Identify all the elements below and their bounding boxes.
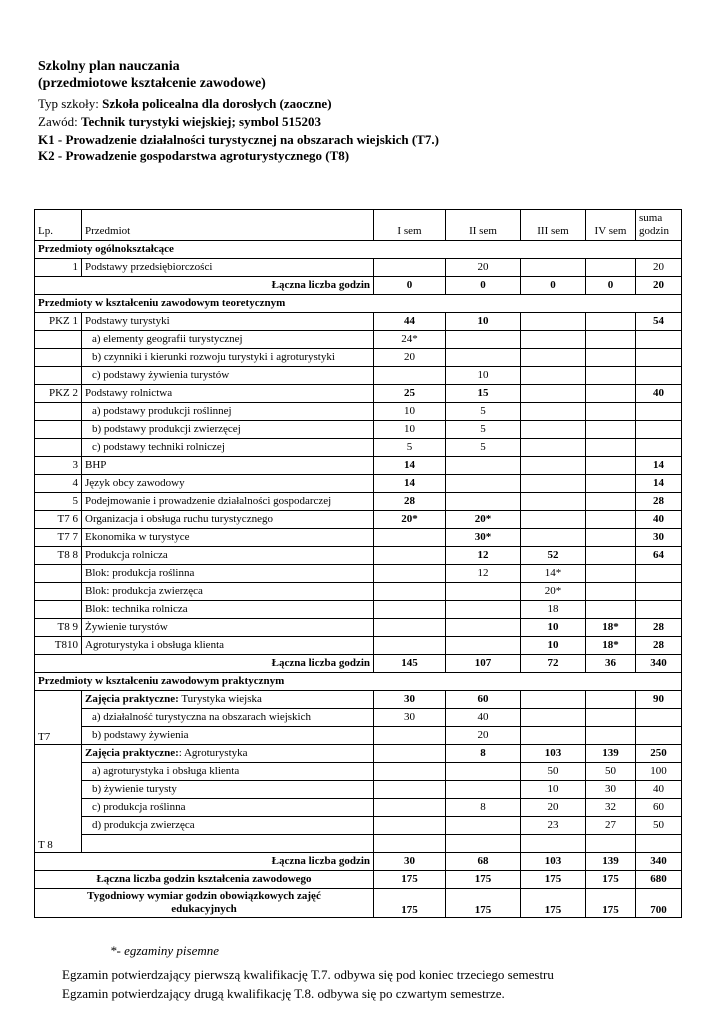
cell-s1 <box>374 619 446 637</box>
cell-subject <box>82 745 374 763</box>
cell-s3: 103 <box>521 853 586 871</box>
qualification-k1: K1 - Prowadzenie działalności turystycznej na obszarach wiejskich (T7.) <box>38 132 439 147</box>
section-theory <box>35 295 682 313</box>
cell-sum: 30 <box>636 529 682 547</box>
cell-s2: 30* <box>446 529 521 547</box>
cell-s2 <box>446 349 521 367</box>
cell-s3 <box>521 349 586 367</box>
cell-sum: 100 <box>636 763 682 781</box>
cell-subject: BHP <box>82 457 374 475</box>
cell-subject: a) elementy geografii turystycznej <box>82 331 374 349</box>
total-label: Łączna liczba godzin <box>35 655 374 673</box>
cell-sum: 90 <box>636 691 682 709</box>
curriculum-table <box>34 209 682 918</box>
cell-subject: Żywienie turystów <box>82 619 374 637</box>
col-header-sem2: II sem <box>446 210 521 241</box>
cell-s1 <box>374 745 446 763</box>
cell-s4 <box>586 367 636 385</box>
cell-subject: a) podstawy produkcji roślinnej <box>82 403 374 421</box>
cell-sum <box>636 709 682 727</box>
cell-subject: Podejmowanie i prowadzenie działalności gospodarczej <box>82 493 374 511</box>
table-row <box>35 817 682 835</box>
cell-lp <box>35 331 82 349</box>
cell-lp <box>35 349 82 367</box>
cell-s4: 18* <box>586 637 636 655</box>
cell-s3 <box>521 457 586 475</box>
cell-s4 <box>586 565 636 583</box>
cell-s2 <box>446 457 521 475</box>
table-row-empty <box>35 835 682 853</box>
table-row <box>35 709 682 727</box>
cell-s4 <box>586 583 636 601</box>
cell-s1 <box>374 817 446 835</box>
qualification-k2: K2 - Prowadzenie gospodarstwa agroturystycznego (T8) <box>38 148 350 163</box>
cell-s4: 175 <box>586 889 636 918</box>
cell-s4 <box>586 547 636 565</box>
cell-lp <box>35 439 82 457</box>
cell-sum: 40 <box>636 781 682 799</box>
table-row <box>35 547 682 565</box>
cell-lp: T810 <box>35 637 82 655</box>
table-row <box>35 403 682 421</box>
section-general <box>35 241 682 259</box>
profession-value: Technik turystyki wiejskiej; symbol 515203 <box>80 114 322 129</box>
cell-sum: 28 <box>636 637 682 655</box>
exam-note: *- egzaminy pisemne <box>110 943 220 958</box>
cell-subject: Język obcy zawodowy <box>82 475 374 493</box>
cell-s4: 50 <box>586 763 636 781</box>
cell-s1 <box>374 529 446 547</box>
total-label: Łączna liczba godzin <box>35 277 374 295</box>
cell-s3 <box>521 439 586 457</box>
cell-s2 <box>446 331 521 349</box>
cell-sum: 40 <box>636 385 682 403</box>
cell-s3 <box>521 403 586 421</box>
total-label: Łączna liczba godzin <box>35 853 374 871</box>
cell-s1: 145 <box>374 655 446 673</box>
cell-s2: 40 <box>446 709 521 727</box>
cell-subject: b) podstawy produkcji zwierzęcej <box>82 421 374 439</box>
col-header-sum-line2: godzin <box>639 225 669 237</box>
cell-s4: 30 <box>586 781 636 799</box>
cell-lp: T7 7 <box>35 529 82 547</box>
cell-sum: 54 <box>636 313 682 331</box>
cell-lp: T8 9 <box>35 619 82 637</box>
col-header-sum-line1: suma <box>639 212 663 224</box>
cell-lp: PKZ 1 <box>35 313 82 331</box>
cell-subject: c) produkcja roślinna <box>82 799 374 817</box>
cell-s2 <box>446 817 521 835</box>
cell-subject: c) podstawy techniki rolniczej <box>82 439 374 457</box>
cell-empty <box>586 835 636 853</box>
cell-sum: 14 <box>636 457 682 475</box>
total-row-practice <box>35 853 682 871</box>
cell-s1: 30 <box>374 709 446 727</box>
cell-s4 <box>586 349 636 367</box>
cell-sum <box>636 367 682 385</box>
table-row <box>35 259 682 277</box>
cell-s1: 30 <box>374 853 446 871</box>
cell-s2: 175 <box>446 889 521 918</box>
cell-s3: 72 <box>521 655 586 673</box>
school-type-label: Typ szkoły: <box>38 96 103 111</box>
cell-s2: 12 <box>446 547 521 565</box>
cell-s1 <box>374 727 446 745</box>
total-label: Łączna liczba godzin kształcenia zawodowego <box>35 871 374 889</box>
col-header-sem1: I sem <box>374 210 446 241</box>
cell-s2: 8 <box>446 799 521 817</box>
cell-s2 <box>446 781 521 799</box>
section-title: Przedmioty w kształceniu zawodowym teoretycznym <box>35 295 682 313</box>
cell-s2: 8 <box>446 745 521 763</box>
cell-lp: PKZ 2 <box>35 385 82 403</box>
cell-s4 <box>586 511 636 529</box>
cell-s3 <box>521 331 586 349</box>
col-header-sem4: IV sem <box>586 210 636 241</box>
cell-s2 <box>446 601 521 619</box>
cell-s2: 107 <box>446 655 521 673</box>
total-row-general <box>35 277 682 295</box>
cell-s4: 32 <box>586 799 636 817</box>
cell-s1 <box>374 583 446 601</box>
cell-subject <box>82 835 374 853</box>
cell-s2: 10 <box>446 313 521 331</box>
cell-sum <box>636 439 682 457</box>
cell-lp: 5 <box>35 493 82 511</box>
cell-s1 <box>374 637 446 655</box>
practice-subject: Turystyka wiejska <box>178 693 262 705</box>
cell-s4: 27 <box>586 817 636 835</box>
profession-label: Zawód: <box>38 114 81 129</box>
cell-s2: 15 <box>446 385 521 403</box>
table-row <box>35 799 682 817</box>
practice-subject: : Agroturystyka <box>178 747 248 759</box>
table-row <box>35 493 682 511</box>
cell-s1: 5 <box>374 439 446 457</box>
cell-subject: Podstawy rolnictwa <box>82 385 374 403</box>
cell-s3 <box>521 493 586 511</box>
table-row <box>35 529 682 547</box>
profession-line <box>38 114 321 130</box>
table-row <box>35 763 682 781</box>
cell-subject: c) podstawy żywienia turystów <box>82 367 374 385</box>
cell-s4 <box>586 403 636 421</box>
cell-sum: 28 <box>636 619 682 637</box>
cell-s3 <box>521 727 586 745</box>
cell-s3 <box>521 421 586 439</box>
cell-sum: 340 <box>636 655 682 673</box>
cell-s2: 175 <box>446 871 521 889</box>
cell-s1: 10 <box>374 403 446 421</box>
cell-s4 <box>586 331 636 349</box>
cell-s4 <box>586 493 636 511</box>
cell-sum <box>636 601 682 619</box>
cell-s3: 103 <box>521 745 586 763</box>
cell-sum: 20 <box>636 277 682 295</box>
cell-subject <box>82 691 374 709</box>
section-title: Przedmioty w kształceniu zawodowym praktycznym <box>35 673 682 691</box>
cell-s4: 18* <box>586 619 636 637</box>
cell-subject: a) agroturystyka i obsługa klienta <box>82 763 374 781</box>
practice-label: Zajęcia praktyczne: <box>85 693 179 705</box>
cell-s1: 44 <box>374 313 446 331</box>
section-title: Przedmioty ogólnokształcące <box>35 241 682 259</box>
cell-s1: 24* <box>374 331 446 349</box>
cell-s4 <box>586 313 636 331</box>
cell-s3 <box>521 691 586 709</box>
cell-s1: 20* <box>374 511 446 529</box>
cell-sum: 50 <box>636 817 682 835</box>
table-row <box>35 781 682 799</box>
cell-sum: 14 <box>636 475 682 493</box>
cell-sum: 28 <box>636 493 682 511</box>
cell-s4 <box>586 385 636 403</box>
cell-subject: b) podstawy żywienia <box>82 727 374 745</box>
cell-s3 <box>521 475 586 493</box>
cell-s1 <box>374 781 446 799</box>
cell-lp-group: T7 <box>35 691 82 745</box>
cell-s2 <box>446 583 521 601</box>
cell-lp: 1 <box>35 259 82 277</box>
cell-s4 <box>586 421 636 439</box>
total-label: Tygodniowy wymiar godzin obowiązkowych zajęć edukacyjnych <box>35 889 374 918</box>
cell-lp: T7 6 <box>35 511 82 529</box>
cell-s4 <box>586 691 636 709</box>
cell-sum <box>636 565 682 583</box>
total-row-weekly <box>35 889 682 918</box>
cell-s1 <box>374 565 446 583</box>
cell-lp <box>35 403 82 421</box>
cell-subject: a) działalność turystyczna na obszarach wiejskich <box>82 709 374 727</box>
cell-s3 <box>521 259 586 277</box>
cell-s1: 14 <box>374 457 446 475</box>
cell-subject: Blok: produkcja zwierzęca <box>82 583 374 601</box>
cell-subject: Podstawy przedsiębiorczości <box>82 259 374 277</box>
cell-s3: 10 <box>521 781 586 799</box>
cell-s3: 18 <box>521 601 586 619</box>
table-row <box>35 439 682 457</box>
cell-s4 <box>586 475 636 493</box>
cell-s2: 60 <box>446 691 521 709</box>
cell-s1: 0 <box>374 277 446 295</box>
cell-s4 <box>586 457 636 475</box>
cell-sum: 20 <box>636 259 682 277</box>
cell-sum: 60 <box>636 799 682 817</box>
col-header-sem3: III sem <box>521 210 586 241</box>
cell-empty <box>636 835 682 853</box>
cell-s3 <box>521 385 586 403</box>
cell-lp <box>35 601 82 619</box>
cell-s2 <box>446 475 521 493</box>
table-row <box>35 385 682 403</box>
cell-subject: b) czynniki i kierunki rozwoju turystyki i agroturystyki <box>82 349 374 367</box>
cell-lp: 4 <box>35 475 82 493</box>
cell-s3 <box>521 529 586 547</box>
cell-lp <box>35 583 82 601</box>
cell-subject: Ekonomika w turystyce <box>82 529 374 547</box>
cell-empty <box>446 835 521 853</box>
cell-s2: 68 <box>446 853 521 871</box>
cell-s1 <box>374 601 446 619</box>
cell-s1 <box>374 547 446 565</box>
table-row <box>35 565 682 583</box>
table-row <box>35 475 682 493</box>
table-row <box>35 637 682 655</box>
table-row <box>35 457 682 475</box>
cell-s3 <box>521 313 586 331</box>
cell-s3: 10 <box>521 637 586 655</box>
cell-s2: 20* <box>446 511 521 529</box>
cell-s3: 14* <box>521 565 586 583</box>
total-row-vocational <box>35 871 682 889</box>
col-header-lp: Lp. <box>35 210 82 241</box>
col-header-subject: Przedmiot <box>82 210 374 241</box>
table-row <box>35 727 682 745</box>
cell-s3: 10 <box>521 619 586 637</box>
cell-s1 <box>374 259 446 277</box>
col-header-sum <box>636 210 682 241</box>
cell-s1: 175 <box>374 871 446 889</box>
cell-lp <box>35 367 82 385</box>
cell-s3: 175 <box>521 889 586 918</box>
table-row <box>35 619 682 637</box>
page-title: Szkolny plan nauczania <box>38 59 180 74</box>
cell-subject: Organizacja i obsługa ruchu turystycznego <box>82 511 374 529</box>
cell-s3 <box>521 511 586 529</box>
cell-s4: 139 <box>586 853 636 871</box>
cell-s3: 175 <box>521 871 586 889</box>
cell-lp-group: T 8 <box>35 745 82 853</box>
cell-s2: 20 <box>446 727 521 745</box>
cell-s2 <box>446 619 521 637</box>
cell-s1: 30 <box>374 691 446 709</box>
cell-lp: 3 <box>35 457 82 475</box>
cell-s2: 5 <box>446 403 521 421</box>
cell-s2: 12 <box>446 565 521 583</box>
cell-s4 <box>586 601 636 619</box>
cell-s4 <box>586 439 636 457</box>
cell-s2 <box>446 493 521 511</box>
cell-sum: 64 <box>636 547 682 565</box>
cell-subject: d) produkcja zwierzęca <box>82 817 374 835</box>
cell-s1: 28 <box>374 493 446 511</box>
cell-s3: 20* <box>521 583 586 601</box>
cell-s3: 50 <box>521 763 586 781</box>
cell-s2 <box>446 637 521 655</box>
cell-s1: 14 <box>374 475 446 493</box>
cell-subject: b) żywienie turysty <box>82 781 374 799</box>
cell-s3 <box>521 367 586 385</box>
cell-s2: 5 <box>446 439 521 457</box>
cell-s3 <box>521 709 586 727</box>
cell-sum: 250 <box>636 745 682 763</box>
cell-s2: 20 <box>446 259 521 277</box>
table-row <box>35 583 682 601</box>
cell-s2: 10 <box>446 367 521 385</box>
cell-sum <box>636 727 682 745</box>
cell-sum <box>636 421 682 439</box>
cell-s3: 0 <box>521 277 586 295</box>
cell-s1 <box>374 799 446 817</box>
school-type-value: Szkoła policealna dla dorosłych (zaoczne) <box>102 96 332 111</box>
cell-s2: 5 <box>446 421 521 439</box>
cell-s4 <box>586 727 636 745</box>
table-row <box>35 349 682 367</box>
cell-subject: Podstawy turystyki <box>82 313 374 331</box>
school-type-line <box>38 96 332 112</box>
cell-s1: 10 <box>374 421 446 439</box>
cell-sum <box>636 349 682 367</box>
cell-sum <box>636 331 682 349</box>
total-row-theory <box>35 655 682 673</box>
cell-s4 <box>586 709 636 727</box>
cell-empty <box>521 835 586 853</box>
cell-s4: 0 <box>586 277 636 295</box>
cell-sum: 340 <box>636 853 682 871</box>
table-row <box>35 691 682 709</box>
cell-s4: 36 <box>586 655 636 673</box>
cell-s4 <box>586 529 636 547</box>
cell-lp: T8 8 <box>35 547 82 565</box>
cell-subject: Blok: produkcja roślinna <box>82 565 374 583</box>
section-practice <box>35 673 682 691</box>
cell-s4: 175 <box>586 871 636 889</box>
cell-s1: 175 <box>374 889 446 918</box>
table-header-row <box>35 210 682 241</box>
table-row <box>35 367 682 385</box>
table-row <box>35 511 682 529</box>
cell-lp <box>35 421 82 439</box>
cell-sum <box>636 583 682 601</box>
cell-s1: 20 <box>374 349 446 367</box>
page-subtitle: (przedmiotowe kształcenie zawodowe) <box>38 76 266 91</box>
cell-lp <box>35 565 82 583</box>
exam-info-line1: Egzamin potwierdzający pierwszą kwalifikację T.7. odbywa się pod koniec trzeciego semestru <box>62 967 554 982</box>
cell-empty <box>374 835 446 853</box>
cell-sum: 680 <box>636 871 682 889</box>
cell-s1: 25 <box>374 385 446 403</box>
cell-s4: 139 <box>586 745 636 763</box>
cell-s1 <box>374 367 446 385</box>
cell-s3: 20 <box>521 799 586 817</box>
exam-info-line2: Egzamin potwierdzający drugą kwalifikację T.8. odbywa się po czwartym semestrze. <box>62 986 505 1001</box>
cell-subject: Blok: technika rolnicza <box>82 601 374 619</box>
cell-sum <box>636 403 682 421</box>
table-row <box>35 421 682 439</box>
table-row <box>35 745 682 763</box>
table-row <box>35 313 682 331</box>
table-row <box>35 601 682 619</box>
cell-s2 <box>446 763 521 781</box>
cell-subject: Produkcja rolnicza <box>82 547 374 565</box>
table-row <box>35 331 682 349</box>
practice-label: Zajęcia praktyczne: <box>85 747 179 759</box>
cell-s3: 23 <box>521 817 586 835</box>
cell-sum: 40 <box>636 511 682 529</box>
cell-s4 <box>586 259 636 277</box>
cell-s1 <box>374 763 446 781</box>
cell-subject: Agroturystyka i obsługa klienta <box>82 637 374 655</box>
cell-s3: 52 <box>521 547 586 565</box>
cell-s2: 0 <box>446 277 521 295</box>
cell-sum: 700 <box>636 889 682 918</box>
